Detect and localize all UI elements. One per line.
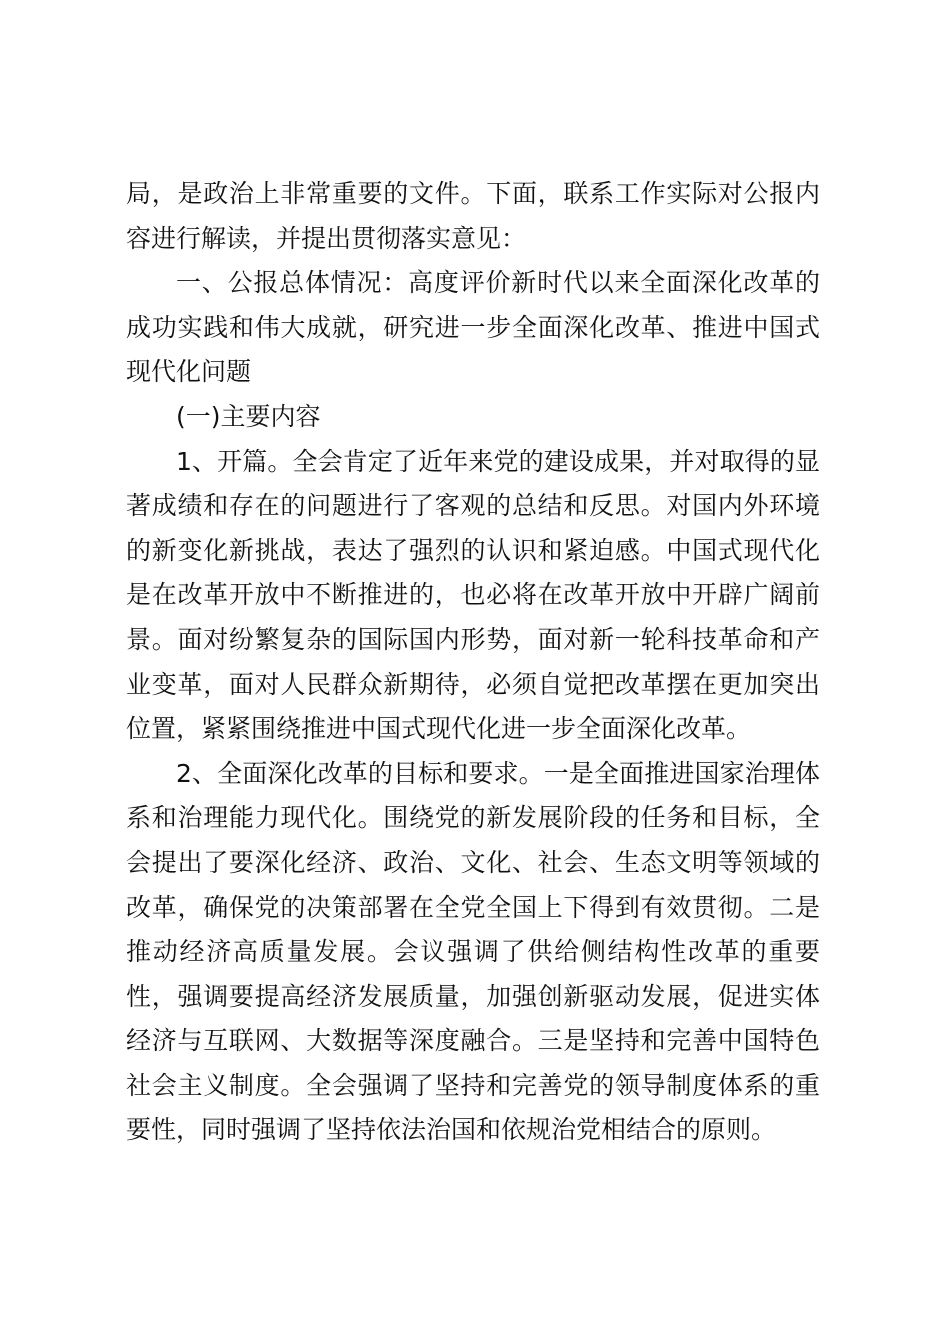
paragraph-goals-requirements: 2、全面深化改革的目标和要求。一是全面推进国家治理体系和治理能力现代化。围绕党的新发展阶段的任务和目标，全会提出了要深化经济、政治、文化、社会、生态文明等领域的改革，确保党的决策部署在全党全国上下得到有效贯彻。二是推动经济高质量发展。会议强调了供给侧结构性改革的重要性，强调要提高经济发展质量，加强创新驱动发展，促进实体经济与互联网、大数据等深度融合。三是坚持和完善中国特色社会主义制度。全会强调了坚持和完善党的领导制度体系的重要性，同时强调了坚持依法治国和依规治党相结合的原则。	[126, 758, 820, 1145]
subsection-heading-main-content: (一)主要内容	[176, 401, 321, 431]
section-heading-1: 一、公报总体情况：高度评价新时代以来全面深化改革的成功实践和伟大成就，研究进一步全面深化改革、推进中国式现代化问题	[126, 268, 820, 387]
paragraph-continuation: 局，是政治上非常重要的文件。下面，联系工作实际对公报内容进行解读，并提出贯彻落实意见：	[126, 179, 820, 253]
document-body	[126, 172, 820, 1153]
paragraph-opening: 1、开篇。全会肯定了近年来党的建设成果，并对取得的显著成绩和存在的问题进行了客观的总结和反思。对国内外环境的新变化新挑战，表达了强烈的认识和紧迫感。中国式现代化是在改革开放中不断推进的，也必将在改革开放中开辟广阔前景。面对纷繁复杂的国际国内形势，面对新一轮科技革命和产业变革，面对人民群众新期待，必须自觉把改革摆在更加突出位置，紧紧围绕推进中国式现代化进一步全面深化改革。	[126, 446, 820, 744]
